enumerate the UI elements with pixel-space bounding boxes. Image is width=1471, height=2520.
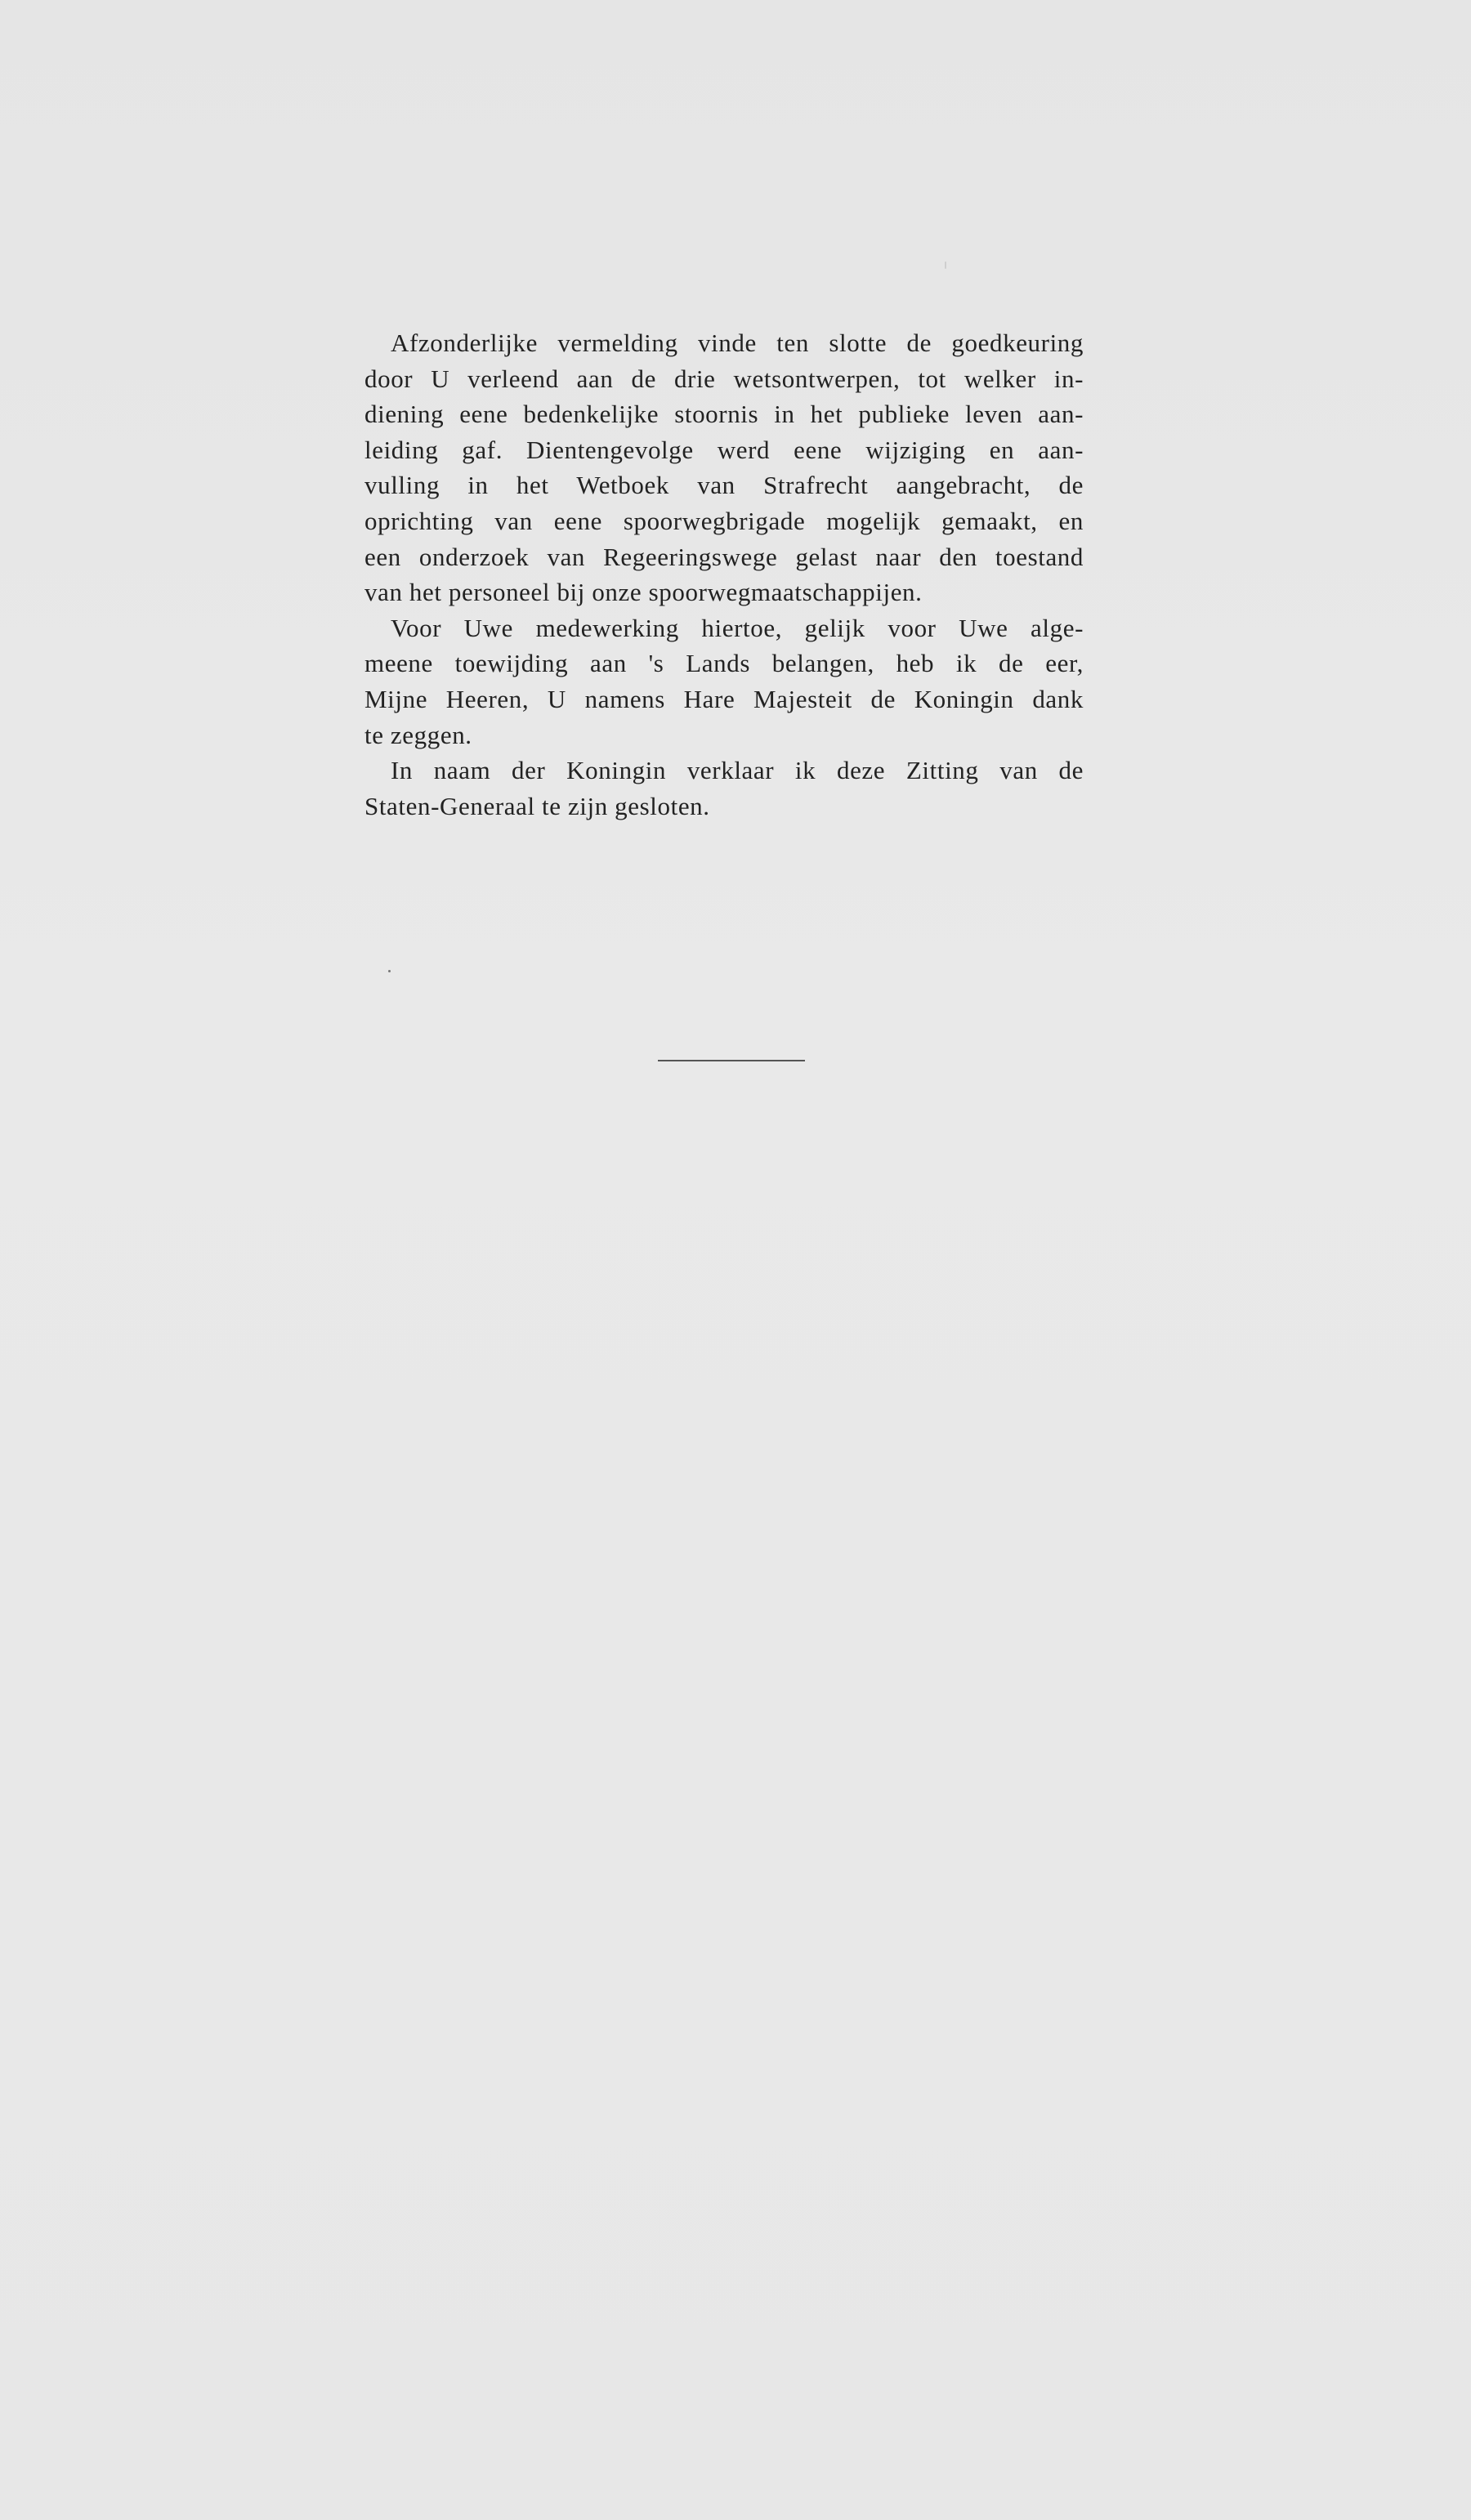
text-line: oprichting van eene spoorwegbrigade mogelijk gemaakt, en	[364, 506, 1084, 535]
text-line: meene toewijding aan 's Lands belangen, heb ik de eer,	[364, 649, 1084, 678]
text-line: van het personeel bij onze spoorwegmaatschappijen.	[364, 578, 923, 607]
paper-mark	[945, 261, 946, 269]
paragraph-closing	[364, 753, 1084, 824]
text-line: leiding gaf. Dientengevolge werd eene wijziging en aan-	[364, 435, 1084, 464]
text-line: Mijne Heeren, U namens Hare Majesteit de Koningin dank	[364, 684, 1084, 713]
text-line: Voor Uwe medewerking hiertoe, gelijk voor Uwe alge-	[391, 613, 1084, 642]
paragraph-thanks	[364, 610, 1084, 753]
text-line: In naam der Koningin verklaar ik deze Zitting van de	[391, 756, 1084, 785]
text-line: Afzonderlijke vermelding vinde ten slotte de goedkeuring	[391, 328, 1084, 357]
ink-speck	[388, 970, 391, 972]
paragraph-approval-bills	[364, 325, 1084, 610]
text-line: Staten-Generaal te zijn gesloten.	[364, 791, 710, 820]
text-line: een onderzoek van Regeeringswege gelast naar den toestand	[364, 542, 1084, 571]
text-line: diening eene bedenkelijke stoornis in het publieke leven aan-	[364, 400, 1084, 429]
text-line: door U verleend aan de drie wetsontwerpen, tot welker in-	[364, 364, 1084, 393]
closing-rule	[658, 1060, 805, 1061]
text-line: vulling in het Wetboek van Strafrecht aangebracht, de	[364, 471, 1084, 500]
text-line: te zeggen.	[364, 720, 472, 749]
document-body	[364, 325, 1084, 824]
